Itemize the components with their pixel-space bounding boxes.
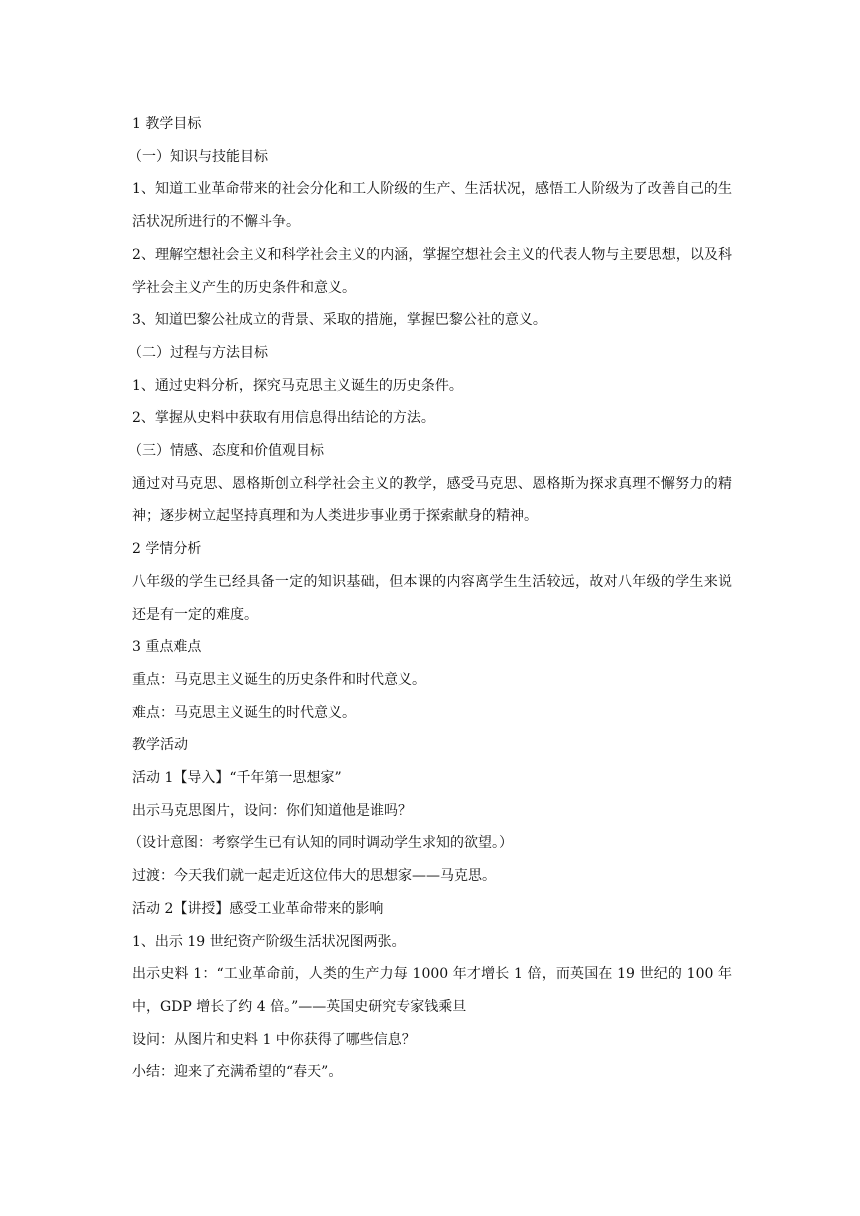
paragraph: 小结：迎来了充满希望的“春天”。 xyxy=(132,1064,343,1081)
activity-heading-1: 活动 1【导入】“千年第一思想家” xyxy=(132,770,342,787)
subheading-emotion-values: （三）情感、态度和价值观目标 xyxy=(128,443,324,460)
paragraph: 1、知道工业革命带来的社会分化和工人阶级的生产、生活状况，感悟工人阶级为了改善自己的生活状况所进行的不懈斗争。 xyxy=(132,181,732,231)
paragraph: 2、理解空想社会主义和科学社会主义的内涵，掌握空想社会主义的代表人物与主要思想，以及科学社会主义产生的历史条件和意义。 xyxy=(132,246,732,296)
section-heading-activities: 教学活动 xyxy=(132,737,188,754)
design-intent-note: （设计意图：考察学生已有认知的同时调动学生求知的欲望。） xyxy=(128,835,513,852)
activity-heading-2: 活动 2【讲授】感受工业革命带来的影响 xyxy=(132,900,384,917)
subheading-process-methods: （二）过程与方法目标 xyxy=(128,344,268,361)
document-body xyxy=(128,108,732,1089)
paragraph: 过渡：今天我们就一起走近这位伟大的思想家——马克思。 xyxy=(132,868,496,885)
paragraph: 1、出示 19 世纪资产阶级生活状况图两张。 xyxy=(132,933,406,950)
paragraph: 通过对马克思、恩格斯创立科学社会主义的教学，感受马克思、恩格斯为探求真理不懈努力的精神；逐步树立起坚持真理和为人类进步事业勇于探索献身的精神。 xyxy=(132,475,732,525)
paragraph: 设问：从图片和史料 1 中你获得了哪些信息？ xyxy=(132,1031,416,1048)
section-heading-key-points: 3 重点难点 xyxy=(132,639,202,656)
paragraph: 3、知道巴黎公社成立的背景、采取的措施，掌握巴黎公社的意义。 xyxy=(132,312,547,329)
paragraph: 重点：马克思主义诞生的历史条件和时代意义。 xyxy=(132,671,426,688)
paragraph: 出示史料 1：“工业革命前，人类的生产力每 1000 年才增长 1 倍，而英国在 19 世纪的 100 年中，GDP 增长了约 4 倍。”——英国史研究专家钱乘旦 xyxy=(132,966,732,1015)
paragraph: 1、通过史料分析，探究马克思主义诞生的历史条件。 xyxy=(132,377,463,394)
paragraph: 2、掌握从史料中获取有用信息得出结论的方法。 xyxy=(132,410,435,427)
subheading-knowledge-skills: （一）知识与技能目标 xyxy=(128,148,268,165)
section-heading-teaching-goals: 1 教学目标 xyxy=(132,116,202,132)
section-heading-student-analysis: 2 学情分析 xyxy=(132,541,202,558)
paragraph: 出示马克思图片，设问：你们知道他是谁吗？ xyxy=(132,802,412,819)
paragraph: 八年级的学生已经具备一定的知识基础，但本课的内容离学生生活较远，故对八年级的学生来说还是有一定的难度。 xyxy=(132,573,732,623)
paragraph: 难点：马克思主义诞生的时代意义。 xyxy=(132,704,356,721)
